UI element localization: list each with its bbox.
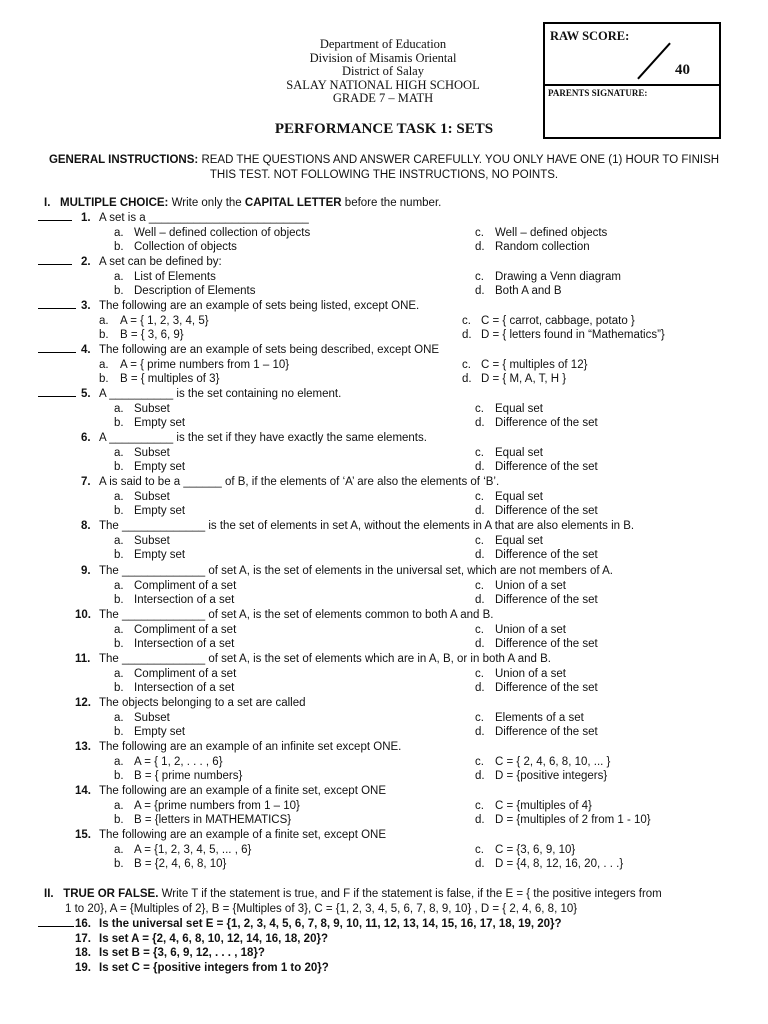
- option-text: C = { 2, 4, 6, 8, 10, ... }: [495, 756, 611, 768]
- option-text: Subset: [134, 712, 170, 724]
- option-text: Empty set: [134, 549, 186, 561]
- option-letter: a.: [99, 359, 109, 371]
- tf-statement: Is set A = {2, 4, 6, 8, 10, 12, 14, 16, 18, 20}?: [99, 933, 328, 945]
- option-letter: b.: [114, 417, 124, 429]
- option-letter: d.: [475, 858, 485, 870]
- option-text: Empty set: [134, 726, 186, 738]
- option-letter: b.: [99, 373, 109, 385]
- question-text: A __________ is the set if they have exactly the same elements.: [99, 432, 427, 444]
- option-letter: d.: [475, 638, 485, 650]
- answer-blank[interactable]: [38, 211, 72, 221]
- option-letter: d.: [475, 682, 485, 694]
- option-text: C = {multiples of 4}: [495, 800, 592, 812]
- option-letter: b.: [114, 814, 124, 826]
- option-letter: b.: [114, 461, 124, 473]
- option-text: D = {4, 8, 12, 16, 20, . . .}: [495, 858, 624, 870]
- option-letter: b.: [114, 726, 124, 738]
- raw-score-label: RAW SCORE:: [550, 29, 630, 43]
- question-number: 8.: [81, 520, 91, 532]
- option-letter: a.: [114, 712, 124, 724]
- part1-instr: before the number.: [344, 197, 442, 209]
- option-letter: a.: [114, 227, 124, 239]
- option-letter: a.: [114, 580, 124, 592]
- option-letter: c.: [475, 447, 484, 459]
- question-text: A set is a _________________________: [99, 212, 309, 224]
- option-text: Intersection of a set: [134, 594, 235, 606]
- option-text: Intersection of a set: [134, 638, 235, 650]
- option-text: Difference of the set: [495, 417, 598, 429]
- question-text: The following are an example of a finite set, except ONE: [99, 785, 387, 797]
- tf-statement: Is the universal set E = {1, 2, 3, 4, 5, 6, 7, 8, 9, 10, 11, 12, 13, 14, 15, 16, 17, 18, 19, 20}?: [99, 918, 562, 930]
- option-letter: d.: [475, 770, 485, 782]
- answer-blank[interactable]: [38, 387, 76, 397]
- question-text: A set can be defined by:: [99, 256, 222, 268]
- option-letter: c.: [475, 535, 484, 547]
- header-line: SALAY NATIONAL HIGH SCHOOL: [286, 77, 480, 92]
- option-text: A = {prime numbers from 1 – 10}: [134, 800, 300, 812]
- option-letter: a.: [99, 315, 109, 327]
- header-line: Division of Misamis Oriental: [309, 50, 457, 65]
- option-letter: d.: [475, 726, 485, 738]
- question-text: The following are an example of sets being listed, except ONE.: [99, 300, 420, 312]
- question-text: The following are an example of a finite set, except ONE: [99, 829, 387, 841]
- option-text: Elements of a set: [495, 712, 584, 724]
- option-letter: c.: [475, 271, 484, 283]
- option-letter: b.: [114, 682, 124, 694]
- option-letter: a.: [114, 756, 124, 768]
- option-letter: d.: [475, 461, 485, 473]
- option-text: Equal set: [495, 403, 543, 415]
- option-letter: c.: [475, 756, 484, 768]
- option-text: A = {1, 2, 3, 4, 5, ... , 6}: [134, 844, 252, 856]
- option-letter: c.: [475, 624, 484, 636]
- option-text: Equal set: [495, 535, 543, 547]
- option-text: B = {2, 4, 6, 8, 10}: [134, 858, 227, 870]
- option-letter: a.: [114, 844, 124, 856]
- option-text: A = { prime numbers from 1 – 10}: [120, 359, 290, 371]
- option-letter: c.: [475, 668, 484, 680]
- option-letter: b.: [114, 549, 124, 561]
- option-letter: b.: [114, 505, 124, 517]
- option-text: Both A and B: [495, 285, 562, 297]
- option-text: Empty set: [134, 417, 186, 429]
- option-text: Empty set: [134, 505, 186, 517]
- option-text: Subset: [134, 403, 170, 415]
- question-text: A __________ is the set containing no element.: [99, 388, 342, 400]
- option-letter: d.: [462, 373, 472, 385]
- part2-heading: [44, 887, 662, 901]
- option-text: B = { multiples of 3}: [120, 373, 220, 385]
- option-letter: a.: [114, 668, 124, 680]
- option-text: Well – defined objects: [495, 227, 608, 239]
- option-letter: c.: [475, 227, 484, 239]
- option-letter: b.: [99, 329, 109, 341]
- option-letter: a.: [114, 271, 124, 283]
- option-text: Description of Elements: [134, 285, 256, 297]
- option-text: D = { letters found in “Mathematics”}: [481, 329, 665, 341]
- general-instructions-text: THIS TEST. NOT FOLLOWING THE INSTRUCTIONS, NO POINTS.: [209, 169, 559, 181]
- question-text: A is said to be a ______ of B, if the elements of ‘A’ are also the elements of ‘B’.: [99, 476, 500, 488]
- question-number: 12.: [75, 697, 91, 709]
- question-text: The _____________ of set A, is the set of elements common to both A and B.: [99, 609, 494, 621]
- tf-number: 18.: [75, 947, 91, 959]
- option-letter: b.: [114, 285, 124, 297]
- part1-label: MULTIPLE CHOICE:: [59, 197, 169, 209]
- option-letter: c.: [475, 800, 484, 812]
- option-text: Difference of the set: [495, 461, 598, 473]
- part2-label: TRUE OR FALSE.: [63, 888, 159, 900]
- option-text: D = {multiples of 2 from 1 - 10}: [495, 814, 651, 826]
- option-text: Well – defined collection of objects: [134, 227, 311, 239]
- header-line: GRADE 7 – MATH: [332, 91, 434, 106]
- option-letter: d.: [475, 549, 485, 561]
- option-letter: c.: [475, 403, 484, 415]
- option-letter: b.: [114, 858, 124, 870]
- option-text: C = { carrot, cabbage, potato }: [481, 315, 635, 327]
- option-letter: c.: [475, 491, 484, 503]
- option-text: Compliment of a set: [134, 580, 237, 592]
- question-number: 2.: [81, 256, 91, 268]
- question-number: 4.: [81, 344, 91, 356]
- option-text: Compliment of a set: [134, 624, 237, 636]
- option-text: Equal set: [495, 447, 543, 459]
- general-instructions-text: READ THE QUESTIONS AND ANSWER CAREFULLY. YOU ONLY HAVE ONE (1) HOUR TO FINISH: [201, 154, 720, 166]
- question-number: 1.: [81, 212, 91, 224]
- option-letter: a.: [114, 624, 124, 636]
- option-text: D = { M, A, T, H }: [481, 373, 567, 385]
- question-number: 7.: [81, 476, 91, 488]
- option-text: Equal set: [495, 491, 543, 503]
- answer-blank[interactable]: [38, 299, 76, 309]
- school-header: [230, 38, 536, 106]
- question-number: 14.: [75, 785, 91, 797]
- option-text: Difference of the set: [495, 726, 598, 738]
- option-letter: d.: [475, 814, 485, 826]
- question-text: The _____________ of set A, is the set of elements in the universal set, which are not members of A.: [99, 565, 613, 577]
- parents-signature-label: PARENTS SIGNATURE:: [548, 88, 648, 98]
- option-text: Union of a set: [495, 624, 566, 636]
- option-text: Difference of the set: [495, 682, 598, 694]
- tf-number: 17.: [75, 933, 91, 945]
- part1-instr: Write only the: [171, 197, 242, 209]
- score-total: 40: [675, 62, 690, 78]
- question-number: 11.: [75, 653, 91, 665]
- answer-blank[interactable]: [38, 343, 76, 353]
- option-text: B = { 3, 6, 9}: [120, 329, 184, 341]
- option-text: Subset: [134, 491, 170, 503]
- option-letter: b.: [114, 638, 124, 650]
- part1-number: I.: [44, 197, 51, 209]
- option-letter: d.: [475, 505, 485, 517]
- option-text: Difference of the set: [495, 594, 598, 606]
- option-letter: d.: [475, 241, 485, 253]
- question-number: 5.: [81, 388, 91, 400]
- option-text: Random collection: [495, 241, 590, 253]
- question-number: 9.: [81, 565, 91, 577]
- option-text: Intersection of a set: [134, 682, 235, 694]
- part1-instr-bold: CAPITAL LETTER: [244, 197, 342, 209]
- option-text: Collection of objects: [134, 241, 237, 253]
- option-text: Compliment of a set: [134, 668, 237, 680]
- option-text: B = { prime numbers}: [134, 770, 243, 782]
- option-text: C = { multiples of 12}: [481, 359, 588, 371]
- option-text: Difference of the set: [495, 638, 598, 650]
- question-number: 3.: [81, 300, 91, 312]
- option-letter: c.: [462, 315, 471, 327]
- page-title: PERFORMANCE TASK 1: SETS: [274, 121, 494, 137]
- header-line: District of Salay: [342, 64, 424, 79]
- option-letter: a.: [114, 800, 124, 812]
- option-letter: c.: [475, 580, 484, 592]
- general-instructions-label: GENERAL INSTRUCTIONS:: [48, 154, 199, 166]
- option-text: Empty set: [134, 461, 186, 473]
- general-instructions: [44, 153, 724, 183]
- option-text: A = { 1, 2, . . . , 6}: [134, 756, 223, 768]
- option-letter: c.: [462, 359, 471, 371]
- question-number: 13.: [75, 741, 91, 753]
- question-text: The following are an example of an infinite set except ONE.: [99, 741, 402, 753]
- option-letter: a.: [114, 491, 124, 503]
- part2-instr-line: 1 to 20}, A = {Multiples of 2}, B = {Multiples of 3}, C = {1, 2, 3, 4, 5, 6, 7, 8, 9, 10} , D = { 2, 4, 6, 8, 10}: [65, 903, 578, 915]
- tf-number: 16.: [75, 918, 91, 930]
- part1-heading: [44, 196, 441, 210]
- question-text: The _____________ is the set of elements in set A, without the elements in A that are also elements in B.: [99, 520, 635, 532]
- raw-score-cell[interactable]: [545, 24, 719, 86]
- part2-number: II.: [44, 888, 54, 900]
- option-letter: d.: [475, 594, 485, 606]
- option-text: B = {letters in MATHEMATICS}: [134, 814, 292, 826]
- option-letter: c.: [475, 712, 484, 724]
- option-text: Union of a set: [495, 580, 566, 592]
- option-letter: d.: [475, 417, 485, 429]
- option-text: Subset: [134, 447, 170, 459]
- tf-number: 19.: [75, 962, 91, 974]
- option-letter: d.: [475, 285, 485, 297]
- question-number: 15.: [75, 829, 91, 841]
- option-text: Difference of the set: [495, 549, 598, 561]
- option-letter: a.: [114, 403, 124, 415]
- option-letter: c.: [475, 844, 484, 856]
- question-number: 6.: [81, 432, 91, 444]
- option-letter: a.: [114, 447, 124, 459]
- part2-instr: Write T if the statement is true, and F if the statement is false, if the E = { the positive integers from: [161, 888, 662, 900]
- option-text: C = {3, 6, 9, 10}: [495, 844, 576, 856]
- score-slash: [637, 42, 671, 79]
- tf-statement: Is set C = {positive integers from 1 to 20}?: [99, 962, 329, 974]
- question-text: The following are an example of sets being described, except ONE: [99, 344, 440, 356]
- option-text: Drawing a Venn diagram: [495, 271, 621, 283]
- option-text: D = {positive integers}: [495, 770, 608, 782]
- option-letter: a.: [114, 535, 124, 547]
- option-text: Union of a set: [495, 668, 566, 680]
- option-text: List of Elements: [134, 271, 216, 283]
- option-text: Difference of the set: [495, 505, 598, 517]
- header-line: Department of Education: [319, 37, 447, 51]
- answer-blank[interactable]: [38, 255, 72, 265]
- option-text: A = { 1, 2, 3, 4, 5}: [120, 315, 209, 327]
- question-text: The _____________ of set A, is the set of elements which are in A, B, or in both A and B.: [99, 653, 551, 665]
- tf-statement: Is set B = {3, 6, 9, 12, . . . , 18}?: [99, 947, 265, 959]
- option-letter: b.: [114, 241, 124, 253]
- question-number: 10.: [75, 609, 91, 621]
- question-text: The objects belonging to a set are called: [99, 697, 306, 709]
- option-letter: d.: [462, 329, 472, 341]
- option-text: Subset: [134, 535, 170, 547]
- option-letter: b.: [114, 770, 124, 782]
- option-letter: b.: [114, 594, 124, 606]
- answer-blank[interactable]: [38, 917, 74, 927]
